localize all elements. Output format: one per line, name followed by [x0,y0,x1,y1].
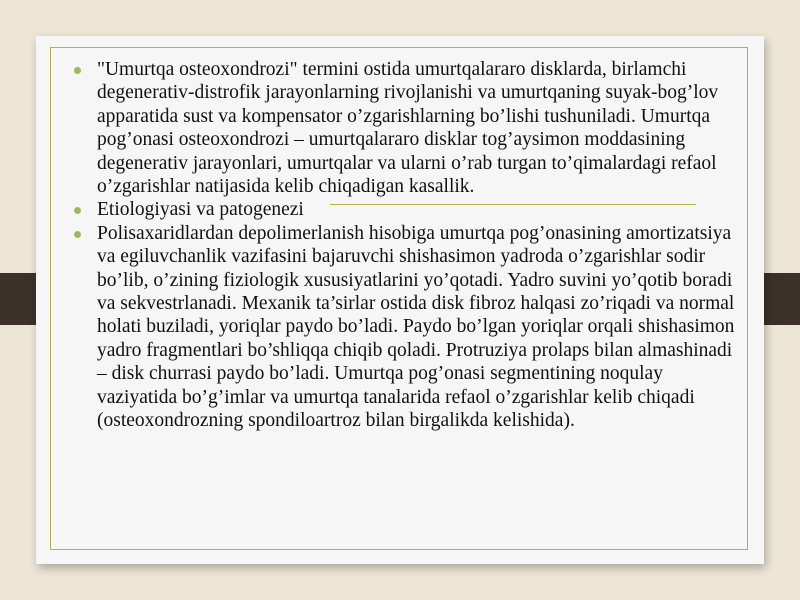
bullet-item-definition [72,58,744,198]
bullet-item-pathogenesis [72,222,744,433]
slide-bullet-list [72,58,744,433]
bullet-item-etiology [72,198,744,221]
circle-bullet-icon [74,67,81,74]
bullet-text-etiology: Etiologiyasi va patogenezi [97,199,304,221]
circle-bullet-icon [74,207,81,214]
bullet-text-pathogenesis: Polisaxaridlardan depolimerlanish hisobiga umurtqa pog’onasining amortizatsiya va egiluvchanlik vazifasini bajaruvchi shishasimon yadroda o’zgarishlar sodir bo’lib, o’zining fiziologik xususiyatlarini yo’qotadi. Yadro suvini yo’qotib boradi va sekvestrlanadi. Mexanik ta’sirlar ostida disk fibroz halqasi zo’riqadi va normal holati buziladi, yoriqlar paydo bo’ladi. Paydo bo’lgan yoriqlar orqali shishasimon yadro fragmentlari bo’shliqqa chiqib qoladi. Protruziya prolaps bilan almashinadi – disk churrasi paydo bo’ladi. Umurtqa pog’onasi segmentining noqulay vaziyatida bo’g’imlar va umurtqa tanalarida refaol o’zgarishlar kelib chiqadi (osteoxondrozning spondiloartroz bilan birgalikda kelishida). [97,222,735,432]
bullet-text-definition: "Umurtqa osteoxondrozi" termini ostida umurtqalararo disklarda, birlamchi degenerativ-distrofik jarayonlarning rivojlanishi va umurtqaning suyak-bog’lov apparatida sust va kompensator o’zgarishlarning bo’lishi tushuniladi. Umurtqa pog’onasi osteoxondrozi – umurtqalararo disklar tog’aysimon moddasining degenerativ jarayonlari, umurtqalar va ularni o’rab turgan to’qimalardagi refaol o’zgarishlar natijasida kelib chiqadigan kasallik. [97,59,719,198]
circle-bullet-icon [74,231,81,238]
